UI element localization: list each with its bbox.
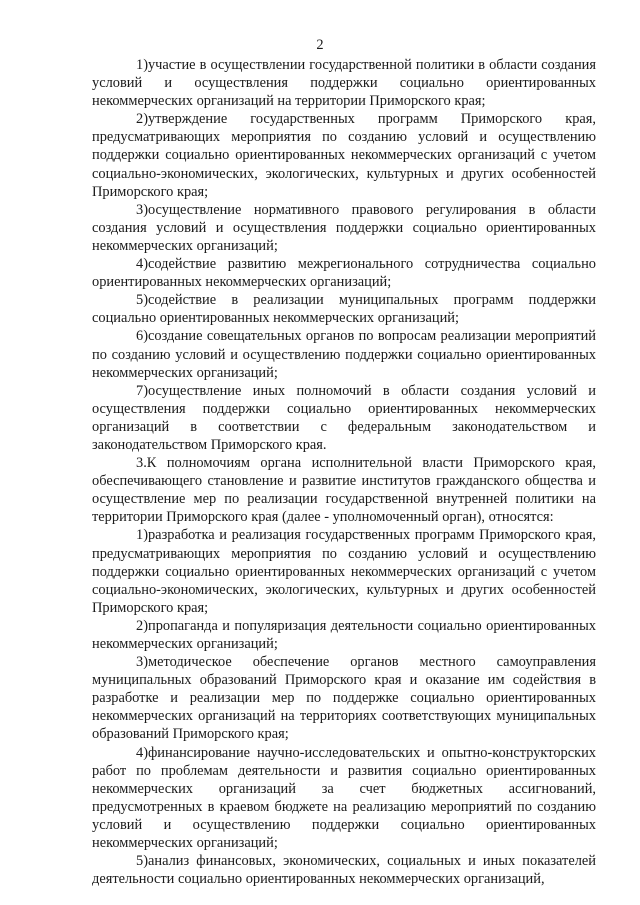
paragraph: 4)содействие развитию межрегионального сотрудничества социально ориентированных некоммерческих организаций; [92, 256, 596, 291]
paragraph: 3.К полномочиям органа исполнительной власти Приморского края, обеспечивающего становление и развитие институтов гражданского общества и осуществление мер по реализации государственной внутренней политики на территории Приморского края (далее - уполномоченный орган), относятся: [92, 455, 596, 526]
paragraph: 5)содействие в реализации муниципальных программ поддержки социально ориентированных некоммерческих организаций; [92, 292, 596, 327]
page-number: 2 [316, 37, 324, 53]
paragraph: 3)методическое обеспечение органов местного самоуправления муниципальных образований Приморского края и оказание им содействия в разработке и реализации мер по поддержке социально ориентированных некоммерческих организаций на территориях соответствующих муниципальных образований Приморского края; [92, 654, 596, 743]
paragraph: 1)разработка и реализация государственных программ Приморского края, предусматривающих мероприятия по созданию условий и осуществлению поддержки социально ориентированных некоммерческих организаций с учетом социально-экономических, экологических, культурных и других особенностей Приморского края; [92, 527, 596, 616]
document-body [92, 56, 596, 888]
paragraph: 2)утверждение государственных программ Приморского края, предусматривающих мероприятия по созданию условий и осуществлению поддержки социально ориентированных некоммерческих организаций с учетом социально-экономических, экологических, культурных и других особенностей Приморского края; [92, 111, 596, 200]
paragraph: 5)анализ финансовых, экономических, социальных и иных показателей деятельности социально ориентированных некоммерческих организаций, [92, 853, 596, 888]
paragraph: 6)создание совещательных органов по вопросам реализации мероприятий по созданию условий и осуществлению поддержки социально ориентированных некоммерческих организаций; [92, 328, 596, 381]
paragraph: 2)пропаганда и популяризация деятельности социально ориентированных некоммерческих организаций; [92, 617, 596, 652]
paragraph: 4)финансирование научно-исследовательских и опытно-конструкторских работ по проблемам деятельности и развития социально ориентированных некоммерческих организаций за счет бюджетных ассигнований, предусмотренных в краевом бюджете на реализацию мероприятий по созданию условий и осуществлению поддержки социально ориентированных некоммерческих организаций; [92, 744, 596, 852]
paragraph: 7)осуществление иных полномочий в области создания условий и осуществления поддержки социально ориентированных некоммерческих организаций в соответствии с федеральным законодательством и законодательством Приморского края. [92, 382, 596, 453]
paragraph: 1)участие в осуществлении государственной политики в области создания условий и осуществления поддержки социально ориентированных некоммерческих организаций на территории Приморского края; [92, 57, 596, 110]
paragraph: 3)осуществление нормативного правового регулирования в области создания условий и осуществления поддержки социально ориентированных некоммерческих организаций; [92, 201, 596, 254]
